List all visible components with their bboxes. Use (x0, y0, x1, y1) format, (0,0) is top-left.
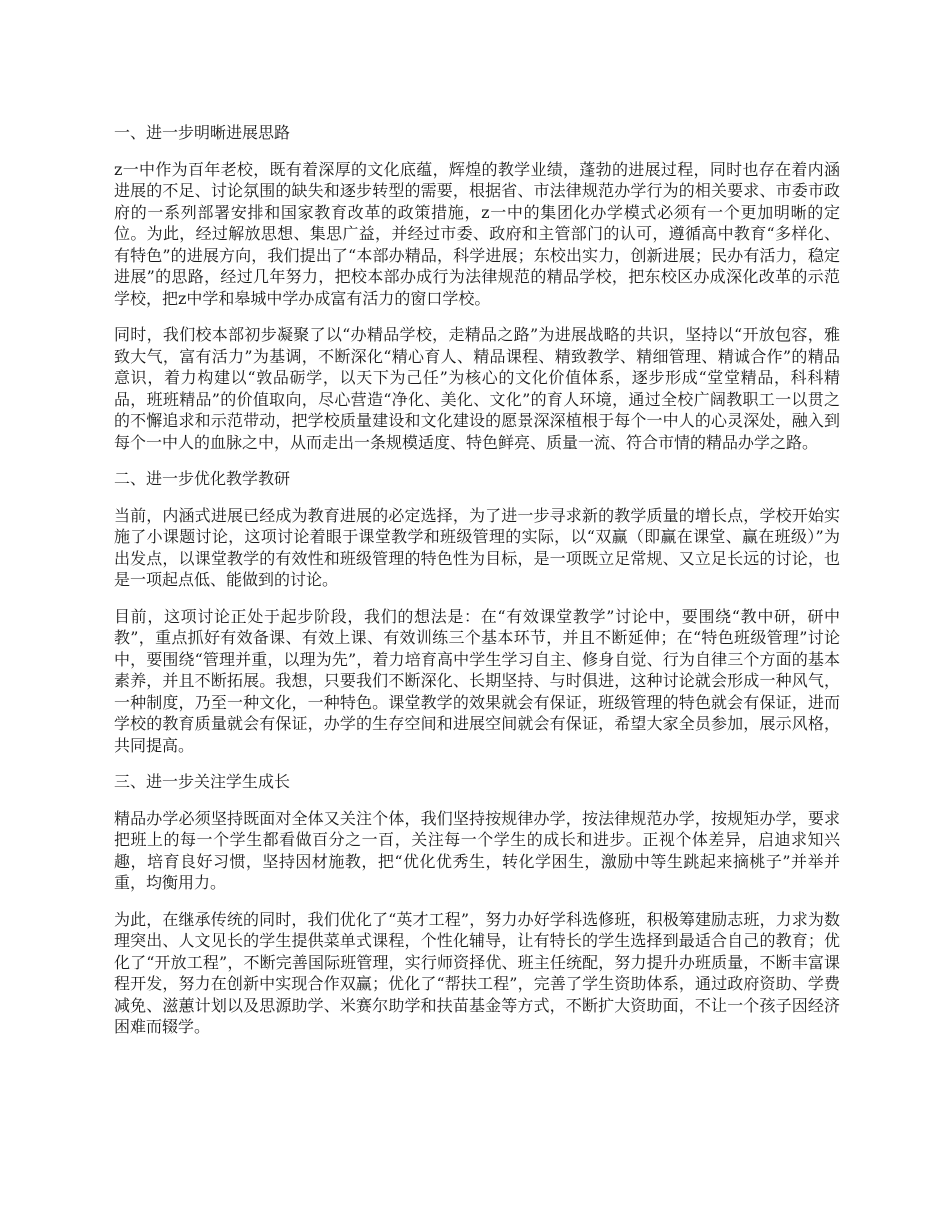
section-1 (114, 122, 840, 453)
section-2 (114, 468, 840, 756)
section-heading: 一、进一步明晰进展思路 (114, 123, 291, 142)
paragraph: 为此，在继承传统的同时，我们优化了“英才工程”，努力办好学科选修班，积极筹建励志班，力求为数理突出、人文见长的学生提供菜单式课程，个性化辅导，让有特长的学生选择到最适合自己的教育；优化了“开放工程”，不断完善国际班管理，实行师资择优、班主任统配，努力提升办班质量，不断丰富课程开发，努力在创新中实现合作双赢；优化了“帮扶工程”，完善了学生资助体系，通过政府资助、学费减免、滋蕙计划以及思源助学、米赛尔助学和扶苗基金等方式，不断扩大资助面，不让一个孩子因经济困难而辍学。 (114, 909, 840, 1036)
document-page (114, 122, 840, 1053)
section-heading: 二、进一步优化教学教研 (114, 469, 291, 488)
paragraph: 同时，我们校本部初步凝聚了以“办精品学校，走精品之路”为进展战略的共识，坚持以“开放包容，雅致大气，富有活力”为基调，不断深化“精心育人、精品课程、精致教学、精细管理、精诚合作”的精品意识，着力构建以“敦品砺学，以天下为己任”为核心的文化价值体系，逐步形成“堂堂精品，科科精品，班班精品”的价值取向，尽心营造“净化、美化、文化”的育人环境，通过全校广阔教职工一以贯之的不懈追求和示范带动，把学校质量建设和文化建设的愿景深深植根于每个一中人的心灵深处，融入到每个一中人的血脉之中，从而走出一条规模适度、特色鲜亮、质量一流、符合市情的精品办学之路。 (114, 325, 840, 452)
paragraph: 当前，内涵式进展已经成为教育进展的必定选择，为了进一步寻求新的教学质量的增长点，学校开始实施了小课题讨论，这项讨论着眼于课堂教学和班级管理的实际，以“双赢（即赢在课堂、赢在班级）”为出发点，以课堂教学的有效性和班级管理的特色性为目标，是一项既立足常规、又立足长远的讨论，也是一项起点低、能做到的讨论。 (114, 505, 840, 589)
section-3 (114, 771, 840, 1038)
paragraph: 目前，这项讨论正处于起步阶段，我们的想法是：在“有效课堂教学”讨论中，要围绕“教中研，研中教”，重点抓好有效备课、有效上课、有效训练三个基本环节，并且不断延伸；在“特色班级管理”讨论中，要围绕“管理并重，以理为先”，着力培育高中学生学习自主、修身自觉、行为自律三个方面的基本素养，并且不断拓展。我想，只要我们不断深化、长期坚持、与时俱进，这种讨论就会形成一种风气，一种制度，乃至一种文化，一种特色。课堂教学的效果就会有保证，班级管理的特色就会有保证，进而学校的教育质量就会有保证，办学的生存空间和进展空间就会有保证，希望大家全员参加，展示风格，共同提高。 (114, 606, 840, 755)
paragraph: z一中作为百年老校，既有着深厚的文化底蕴，辉煌的教学业绩，蓬勃的进展过程，同时也存在着内涵进展的不足、讨论氛围的缺失和逐步转型的需要，根据省、市法律规范办学行为的相关要求、市委市政府的一系列部署安排和国家教育改革的政策措施，z一中的集团化办学模式必须有一个更加明晰的定位。为此，经过解放思想、集思广益，并经过市委、政府和主管部门的认可，遵循高中教育“多样化、有特色”的进展方向，我们提出了“本部办精品，科学进展；东校出实力，创新进展；民办有活力，稳定进展”的思路，经过几年努力，把校本部办成行为法律规范的精品学校，把东校区办成深化改革的示范学校，把z中学和皋城中学办成富有活力的窗口学校。 (114, 159, 840, 308)
section-heading: 三、进一步关注学生成长 (114, 772, 291, 791)
paragraph: 精品办学必须坚持既面对全体又关注个体，我们坚持按规律办学，按法律规范办学，按规矩办学，要求把班上的每一个学生都看做百分之一百，关注每一个学生的成长和进步。正视个体差异，启迪求知兴趣，培育良好习惯，坚持因材施教，把“优化优秀生，转化学困生，激励中等生跳起来摘桃子”并举并重，均衡用力。 (114, 808, 840, 892)
